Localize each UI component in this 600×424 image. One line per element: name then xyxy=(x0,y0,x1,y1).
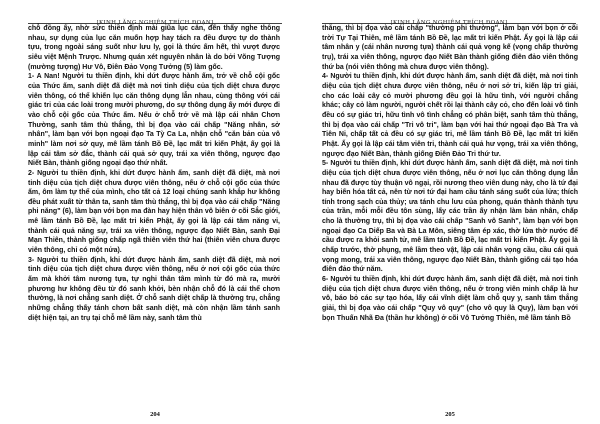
left-paragraph-4: 3- Người tu thiền định, khi dứt được hành ấm, sanh diệt đã diệt, mà nơi tinh diệu của tịch diệt chưa được viên thông, nếu ở nơi cội gốc của thức ấm mà khởi tâm nương tựa, tự nghi thân tâm mình từ đó mà ra, mười phương hư không đều từ đó sanh khởi, bèn nhận chỗ đó là cái thể chơn thường, là nơi chẳng sanh diệt. Ở chỗ sanh diệt chấp là thường trụ, chẳng những chẳng thấy tánh chơn bất sanh diệt, mà còn nhận lầm tánh sanh diệt hiện tại, an trụ tại chỗ mê lầm này, sanh tâm thù xyxy=(28,256,280,322)
right-paragraph-2: 4- Người tu thiền định, khi dứt được hành ấm, sanh diệt đã diệt, mà nơi tinh diệu của tịch diệt chưa được viên thông, nếu ở nơi sở tri, kiến lập tri giải, cho các loài cây cỏ mười phương đều gọi là hữu tình, với người chẳng khác; cây cỏ làm người, người chết rồi lại thành cây cỏ, cho đến loài vô tình đều có sự giác tri, hữu tình vô tình chẳng có phân biệt, sanh tâm thù thắng, thì bị đọa vào cái chấp "Tri vô tri", làm bạn với hai thứ ngoại đạo Bà Tra và Tiên Ni, chấp tất cả đều có sự giác tri, mê lầm tánh Bồ Đề, lạc mất tri kiến Phật. Ấy gọi là lập cái tâm viên tri, thành cái quả hư vọng, trái xa viên thông, ngược đạo Niết Bàn, thành giống Điên Đảo Tri thứ tư. xyxy=(322,73,578,158)
right-header-text: [KINH LĂNG NGHIÊM TRÍCH ĐOẠN] xyxy=(390,20,508,26)
left-paragraph-2: 1- A Nan! Người tu thiền định, khi dứt được hành ấm, trở về chỗ cội gốc của Thức ấm, sanh diệt đã diệt mà nơi tinh diệu của tịch diệt chưa được viên thông, có thể khiến lục căn thông dụng lẫn nhau, cùng thông với cái giác tri của các loài trong mười phương, do sự thông dụng ấy mới được đi vào chỗ cội gốc của Thức ấm. Nếu ở chỗ trở về mà lập cái nhân Chơn Thường, sanh tâm thù thắng, thì bị đọa vào cái chấp "Năng nhân, sở nhân", làm bạn với bọn ngoại đạo Ta Tỳ Ca La, nhận chỗ "căn bản của vô minh" làm nơi sở quy, mê lầm tánh Bồ Đề, lạc mất tri kiến Phật, ấy gọi là lập cái tâm sở đắc, thành cái quả sở quy, trái xa viên thông, ngược đạo Niết Bàn, thành giống ngoại đạo thứ nhất. xyxy=(28,73,280,168)
right-page-number: 205 xyxy=(445,411,455,418)
right-page xyxy=(300,0,600,424)
right-paragraph-3: 5- Người tu thiền định, khi dứt được hành ấm, sanh diệt đã diệt, mà nơi tinh diệu của tịch diệt chưa được viên thông, nếu ở nơi lục căn thông dụng lẫn nhau đã được tùy thuận vô ngại, rồi nương theo viên dung này, cho là tứ đại hay biến hóa tất cả, nên từ nơi tứ đại ham cầu tánh sáng suốt của lửa; thích tính trong sạch của thủy; ưa tánh chu lưu của phong, quán thành thành tựu của trần, mỗi mỗi đều tôn sùng, lấy các trần ấy nhận làm bản nhân, chấp cho là thường trụ, thì bị đọa vào cái chấp "Sanh vô Sanh", làm bạn với bọn ngoại đạo Ca Diếp Ba và Bà La Môn, siêng tâm ép xác, thờ lửa thờ nước để cầu được ra khỏi sanh tử, mê lầm tánh Bồ Đề, lạc mất tri kiến Phật. Ấy gọi là chấp trước, thờ phụng, mê lầm theo vật, lập cái nhân vọng cầu, cầu cái quả vọng mong, trái xa viên thông, ngược đạo Niết Bàn, thành giống cái tạo hóa điên đảo thứ năm. xyxy=(322,160,578,274)
left-paragraph-3: 2- Người tu thiền định, khi dứt được hành ấm, sanh diệt đã diệt, mà nơi tinh diệu của tịch diệt chưa được viên thông, nếu ở chỗ cội gốc của thức ấm, ôm làm tự thể của mình, cho tất cả 12 loại chúng sanh khắp hư không đều phát xuất từ thân ta, sanh tâm thù thắng, thì bị đọa vào cái chấp "Năng phi năng" (6), làm bạn với bọn ma đàn hay hiện thân vô biên ở cõi Sắc giới, mê lầm tánh Bồ Đề, lạc mất tri kiến Phật, ấy gọi là lập cái tâm năng vi, thành cái quả năng sự, trái xa viên thông, ngược đạo Niết Bàn, sanh Đại Mạn Thiên, thành giống chấp ngã thiên viên thứ hai (thiên viên chưa được viên thông, chỉ có một nửa). xyxy=(28,169,280,255)
left-page-body xyxy=(28,24,280,323)
left-page-header xyxy=(28,9,282,24)
right-paragraph-1: thắng, thì bị đọa vào cái chấp "thường phi thường", làm bạn với bọn ở cõi trời Tự Tại Thiên, mê lầm tánh Bồ Đề, lạc mất tri kiến Phật. Ấy gọi là lập cái tâm nhân y (cái nhân nương tựa) thành cái quả vọng kế (vọng chấp thường trụ), trái xa viên thông, ngược đạo Niết Bàn thành giống điên đảo viên thông thứ ba (nói viên thông mà chưa được viên thông). xyxy=(322,25,578,71)
right-paragraph-4: 6- Người tu thiền định, khi dứt được hành ấm, sanh diệt đã diệt, mà nơi tinh diệu của tịch diệt chưa được viên thông, nếu ở trong viên minh chấp là hư vô, báo bỏ các sự tạo hóa, lấy cái vĩnh diệt làm chỗ quy y, sanh tâm thắng giải, thì bị đọa vào cái chấp "Quy vô quy" (cho vô quy là Quy), làm bạn với bọn Thuấn Nhã Đa (thần hư không) ở cõi Vô Tưởng Thiên, mê lầm tánh Bồ xyxy=(322,276,578,322)
left-page-number: 204 xyxy=(150,411,160,418)
right-page-body xyxy=(322,24,578,323)
right-page-header xyxy=(322,9,576,24)
left-header-text: [KINH LĂNG NGHIÊM TRÍCH ĐOẠN] xyxy=(96,20,214,26)
left-paragraph-1: chỗ đồng ấy, nhờ sức thiền định mài giũa lục căn, đến thấy nghe thông nhau, sự dụng của lục căn muốn hợp hay tách ra đều được tự do thành tựu, trong ngoài sáng suốt như lưu ly, gọi là thức ấm hết, thì vượt được siêu việt Mệnh Trược. Nhưng quán xét nguyên nhân là do bởi Võng Tượng (mường tượng) Hư Vô, Điên Đảo Vọng Tưởng (5) làm gốc. xyxy=(28,25,280,71)
